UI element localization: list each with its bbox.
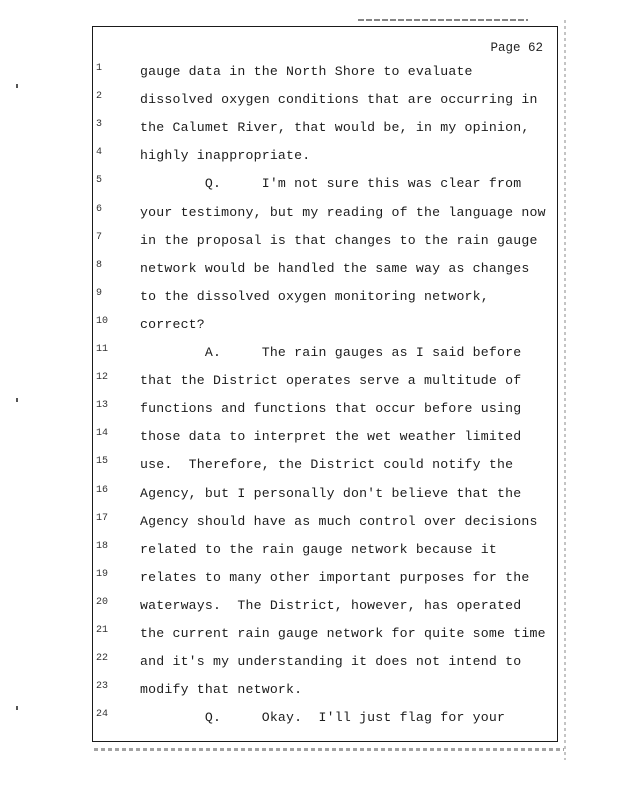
line-number: 12 <box>96 372 109 384</box>
line-number: 1 <box>96 63 103 74</box>
scan-speck <box>16 84 18 88</box>
line-number: 6 <box>96 203 103 215</box>
transcript-line <box>0 90 540 110</box>
line-number: 17 <box>96 512 109 524</box>
line-number: 11 <box>96 344 109 355</box>
transcript-line <box>0 174 540 194</box>
transcript-line <box>0 680 540 700</box>
line-text: that the District operates serve a multitude of <box>140 373 522 389</box>
transcript-line <box>0 371 540 391</box>
page-number: Page 62 <box>490 41 543 55</box>
line-text: the Calumet River, that would be, in my opinion, <box>140 120 530 136</box>
transcript-line <box>0 118 540 138</box>
line-text: Q. Okay. I'll just flag for your <box>140 710 506 726</box>
line-text: dissolved oxygen conditions that are occurring in <box>140 92 538 108</box>
line-number: 20 <box>96 596 109 608</box>
line-text: Q. I'm not sure this was clear from <box>140 176 522 192</box>
transcript-line <box>0 287 540 307</box>
line-text: functions and functions that occur before using <box>140 401 522 417</box>
line-text: highly inappropriate. <box>140 148 311 164</box>
line-text: use. Therefore, the District could notify the <box>140 457 514 473</box>
line-text: related to the rain gauge network because it <box>140 541 498 557</box>
line-number: 16 <box>96 484 109 496</box>
line-text: in the proposal is that changes to the rain gauge <box>140 232 538 248</box>
line-number: 5 <box>96 175 103 187</box>
transcript-line <box>0 399 540 419</box>
line-text: Agency should have as much control over decisions <box>140 513 538 529</box>
line-number: 15 <box>96 456 109 468</box>
line-text: your testimony, but my reading of the language now <box>140 204 546 220</box>
transcript-line <box>0 708 540 728</box>
transcript-line <box>0 596 540 616</box>
line-text: those data to interpret the wet weather limited <box>140 429 522 445</box>
line-number: 24 <box>96 709 109 721</box>
line-number: 21 <box>96 625 109 636</box>
line-number: 22 <box>96 653 109 665</box>
bottom-scan-rule <box>94 748 564 751</box>
line-text: gauge data in the North Shore to evaluate <box>140 64 473 79</box>
transcript-line <box>0 652 540 672</box>
transcript-line <box>0 455 540 475</box>
scan-edge <box>564 20 566 760</box>
line-number: 8 <box>96 259 103 271</box>
line-number: 14 <box>96 428 109 440</box>
transcript-line <box>0 427 540 447</box>
transcript-line <box>0 259 540 279</box>
transcript-line <box>0 512 540 532</box>
line-number: 19 <box>96 568 109 580</box>
line-text: and it's my understanding it does not intend to <box>140 654 522 670</box>
line-text: to the dissolved oxygen monitoring network, <box>140 288 489 304</box>
transcript-line <box>0 568 540 588</box>
line-number: 23 <box>96 681 109 693</box>
transcript-line <box>0 231 540 251</box>
line-text: waterways. The District, however, has operated <box>140 597 522 613</box>
line-number: 9 <box>96 287 103 299</box>
line-text: A. The rain gauges as I said before <box>140 345 522 360</box>
line-text: network would be handled the same way as changes <box>140 260 530 276</box>
line-text: relates to many other important purposes for the <box>140 569 530 585</box>
transcript-line <box>0 203 546 223</box>
transcript-line <box>0 343 540 363</box>
transcript-line <box>0 146 540 166</box>
top-scan-rule <box>358 19 528 21</box>
line-number: 3 <box>96 119 103 131</box>
line-number: 7 <box>96 231 103 243</box>
line-number: 10 <box>96 315 109 327</box>
line-number: 18 <box>96 540 109 552</box>
transcript-line <box>0 315 540 335</box>
line-text: correct? <box>140 316 205 332</box>
transcript-line <box>0 62 540 82</box>
line-text: Agency, but I personally don't believe that the <box>140 485 522 501</box>
transcript-line <box>0 484 540 504</box>
line-text: the current rain gauge network for quite some time <box>140 626 546 641</box>
transcript-line <box>0 540 540 560</box>
line-text: modify that network. <box>140 682 303 698</box>
line-number: 4 <box>96 147 103 159</box>
line-number: 13 <box>96 400 109 412</box>
line-number: 2 <box>96 91 103 103</box>
transcript-line <box>0 624 546 644</box>
